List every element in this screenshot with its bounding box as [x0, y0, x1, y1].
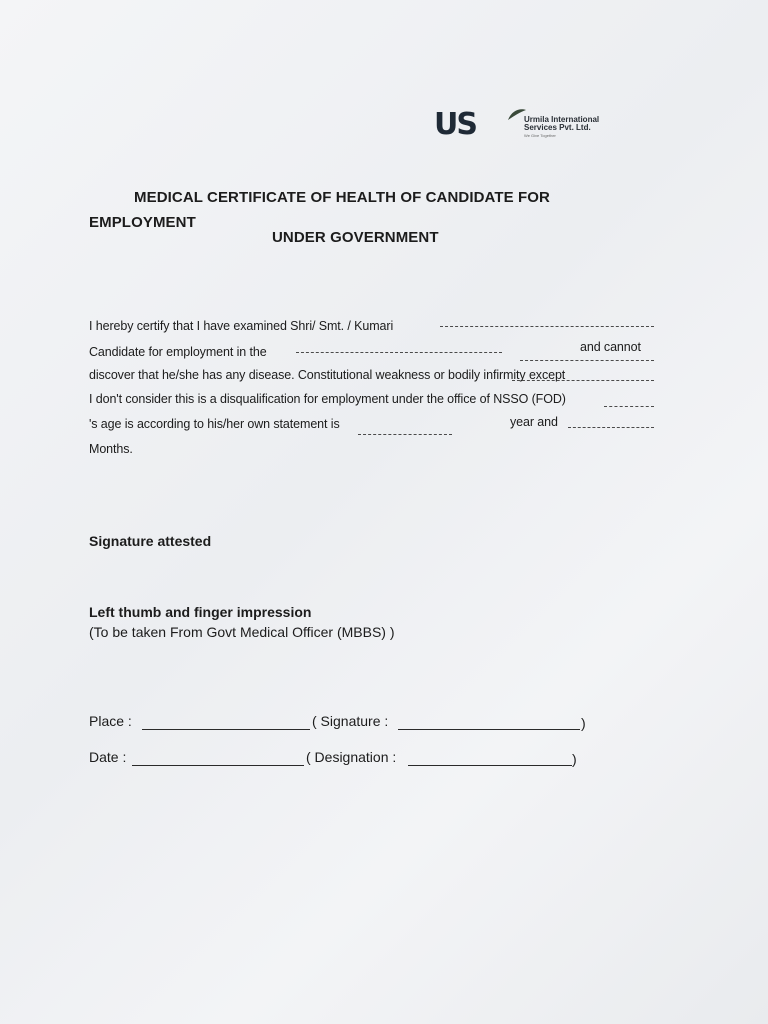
body-line2b: and cannot — [580, 340, 641, 354]
logo-tagline: We Give Together — [524, 133, 556, 138]
body-line4: I don't consider this is a disqualification for employment under the office of NSSO (FOD) — [89, 392, 566, 406]
logo-text — [524, 116, 599, 140]
body-line5a: 's age is according to his/her own statement is — [89, 417, 340, 431]
office-blank[interactable] — [604, 406, 654, 407]
place-label: Place : — [89, 713, 132, 729]
logo-company-line1: Urmila International — [524, 115, 600, 124]
name-blank[interactable] — [440, 326, 654, 327]
body-line5b: year and — [510, 415, 558, 429]
body-line6: Months. — [89, 442, 133, 456]
signature-attested-heading: Signature attested — [89, 533, 212, 549]
thumb-impression-note: (To be taken From Govt Medical Officer (MBBS) ) — [89, 624, 395, 640]
designation-close-paren: ) — [572, 751, 577, 767]
age-years-blank[interactable] — [358, 434, 452, 435]
department-blank[interactable] — [296, 352, 502, 353]
signature-close-paren: ) — [581, 715, 586, 731]
department-blank-2[interactable] — [520, 360, 654, 361]
company-logo — [434, 108, 664, 148]
body-line1: I hereby certify that I have examined Shri/ Smt. / Kumari — [89, 319, 394, 333]
thumb-impression-heading: Left thumb and finger impression — [89, 604, 312, 620]
title-line1: MEDICAL CERTIFICATE OF HEALTH OF CANDIDATE FOR — [134, 189, 550, 206]
signature-label: ( Signature : — [312, 713, 389, 729]
body-line2a: Candidate for employment in the — [89, 345, 267, 359]
place-field[interactable] — [142, 729, 310, 730]
date-field[interactable] — [132, 765, 304, 766]
date-label: Date : — [89, 749, 127, 765]
age-months-blank[interactable] — [568, 427, 654, 428]
title-line2: EMPLOYMENT — [89, 214, 196, 231]
body-line3: discover that he/she has any disease. Constitutional weakness or bodily infirmity except — [89, 368, 566, 382]
signature-field[interactable] — [398, 729, 580, 730]
logo-mark: US — [434, 107, 476, 142]
designation-label: ( Designation : — [306, 749, 397, 765]
title-line3: UNDER GOVERNMENT — [272, 229, 439, 246]
infirmity-blank[interactable] — [512, 380, 654, 381]
logo-company-line2: Services Pvt. Ltd. — [524, 123, 591, 132]
designation-field[interactable] — [408, 765, 572, 766]
